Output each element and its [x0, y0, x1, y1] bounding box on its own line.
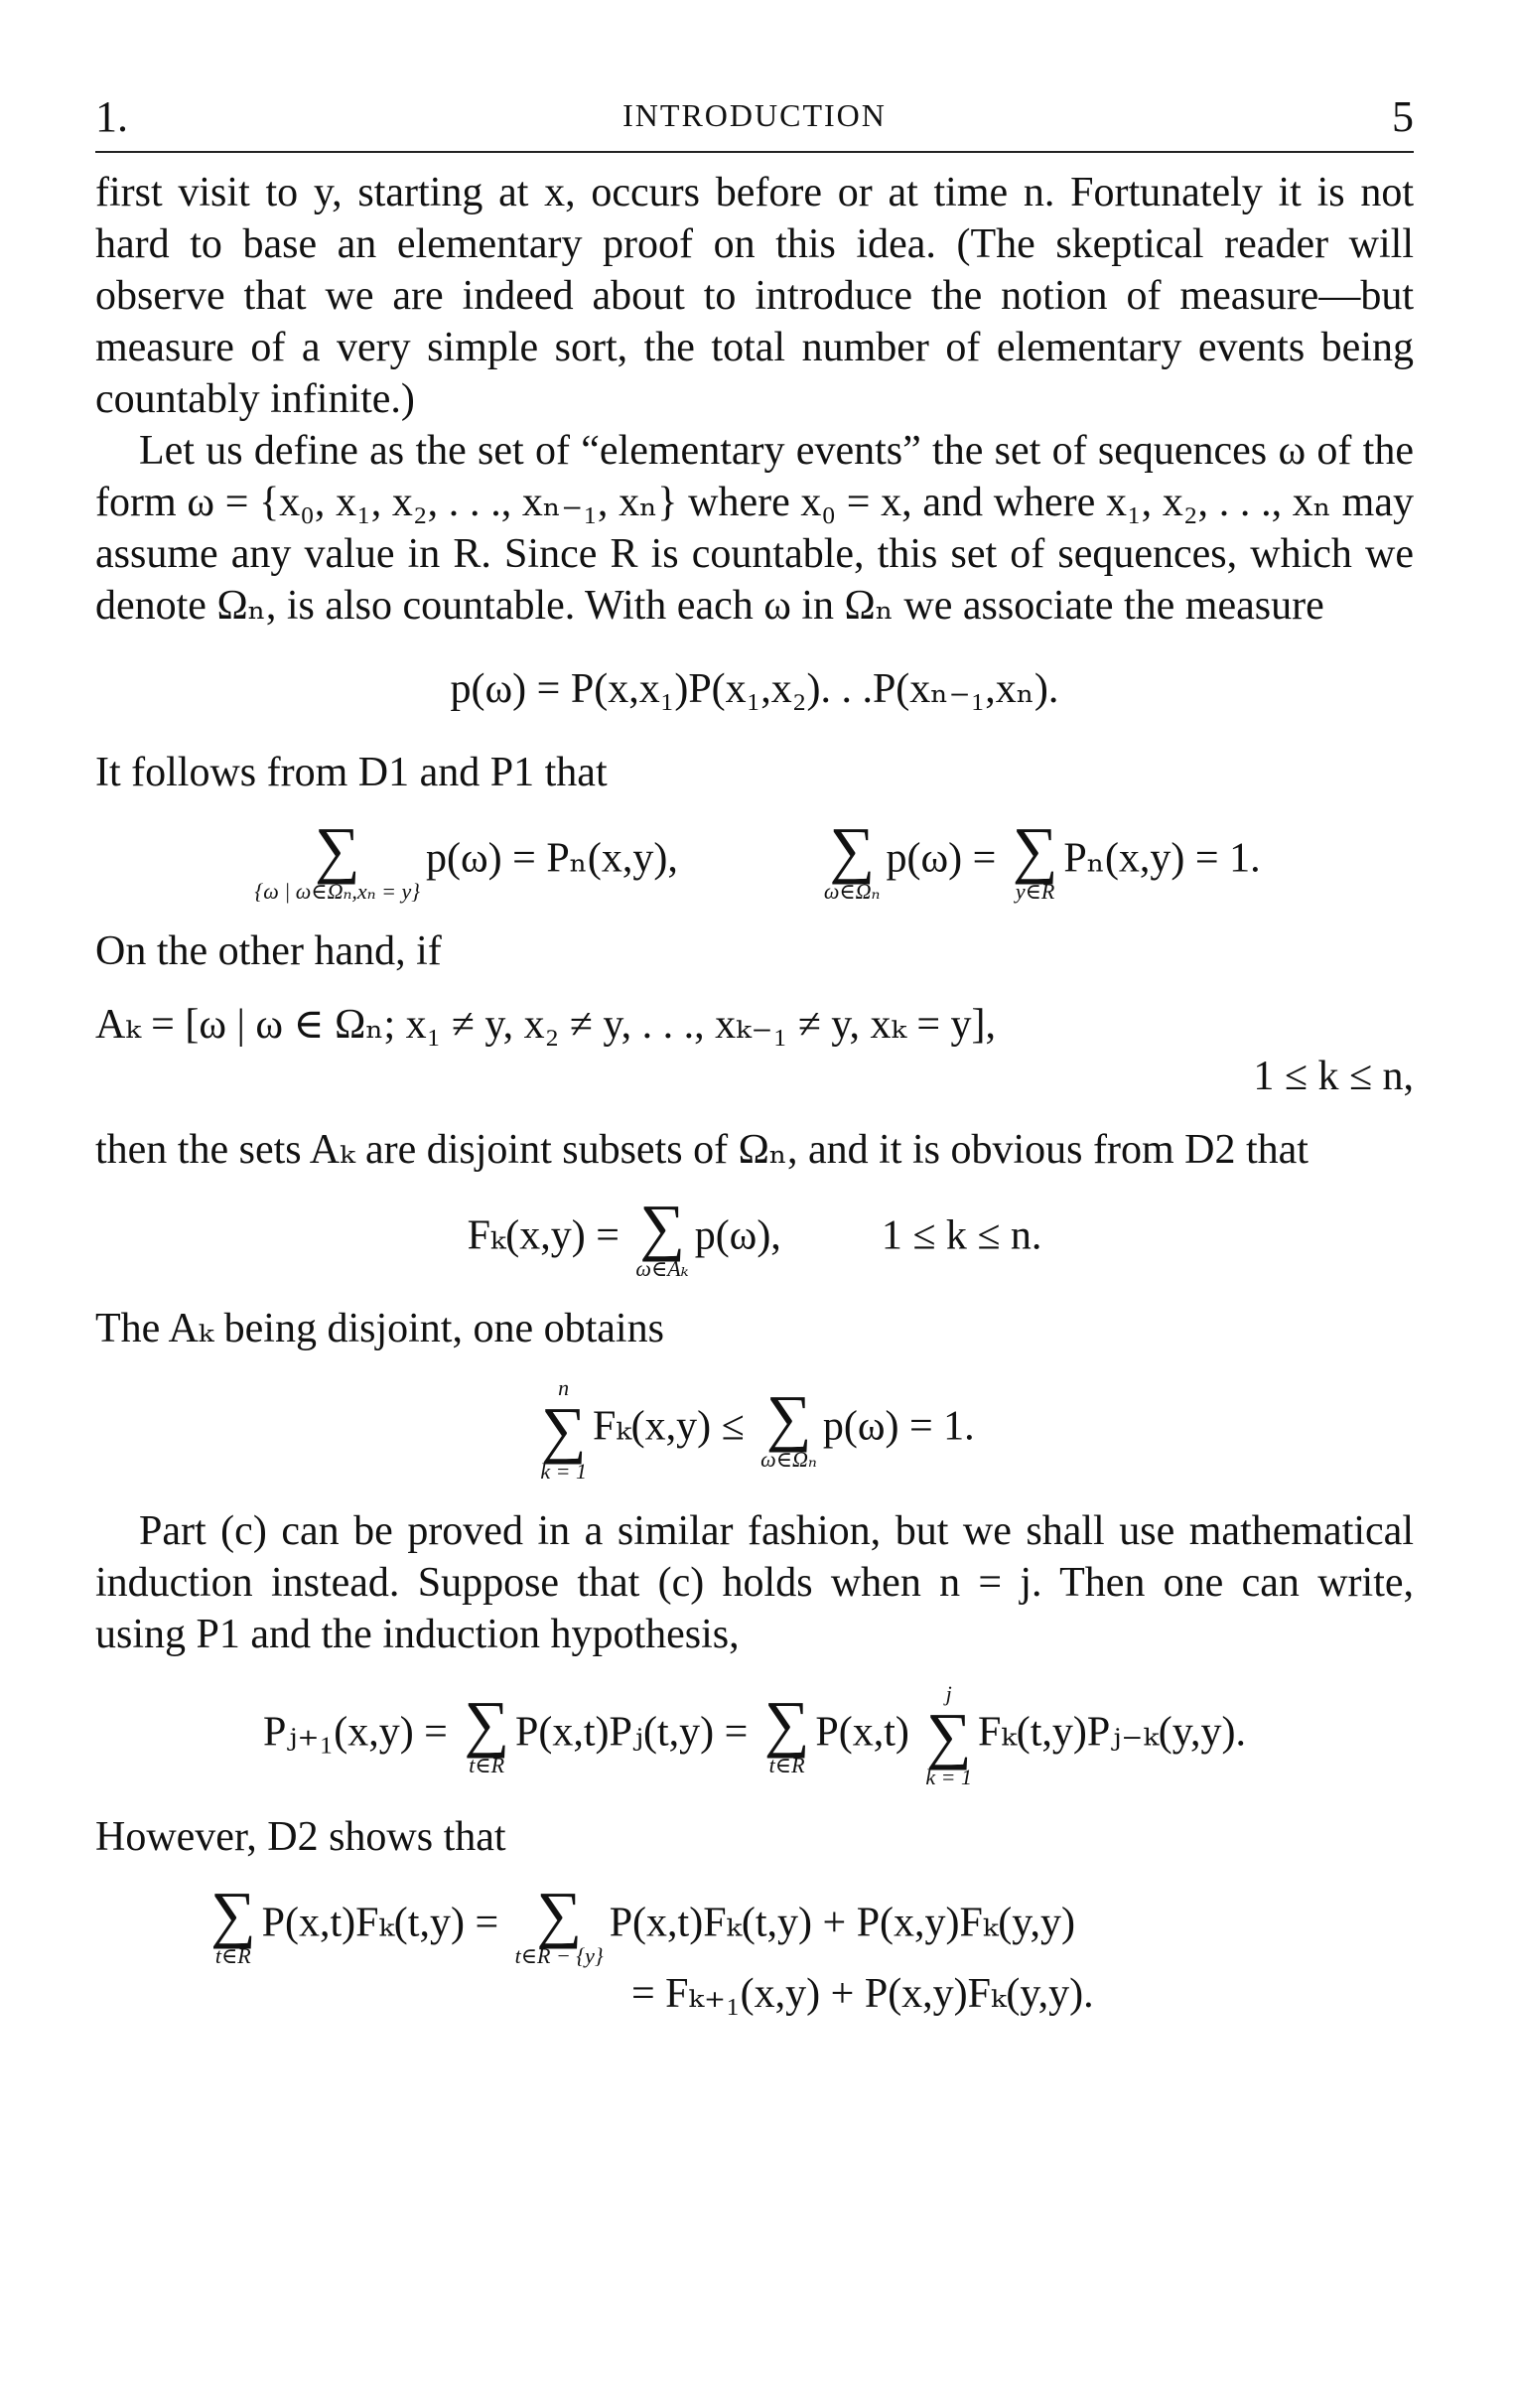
- sum-operator: ∑ t∈R: [210, 1879, 256, 1968]
- equation-d2: ∑ t∈R P(x,t)Fₖ(t,y) = ∑ t∈R − {y} P(x,t)Fₖ(t,y) + P(x,y)Fₖ(y,y): [210, 1879, 1075, 1968]
- sum-operator: ∑ t∈R: [763, 1688, 810, 1777]
- sum-operator: ∑ ω∈Ωₙ: [823, 814, 881, 904]
- equation-sum-measure: ∑ {ω | ω∈Ωₙ,xₙ = y} p(ω) = Pₙ(x,y), ∑ ω∈Ωₙ p(ω) = ∑ y∈R Pₙ(x,y) = 1.: [254, 814, 1261, 904]
- header-rule: [95, 151, 1414, 153]
- page-number: 5: [1392, 92, 1414, 141]
- equation-set-ak-range: 1 ≤ k ≤ n,: [1253, 1054, 1414, 1099]
- chapter-number: 1.: [95, 92, 128, 141]
- equation-fk: Fₖ(x,y) = ∑ ω∈Aₖ p(ω), 1 ≤ k ≤ n.: [467, 1192, 1042, 1281]
- page-body: [95, 167, 1414, 2020]
- paragraph-3: It follows from D1 and P1 that: [95, 750, 608, 795]
- sum-operator: j ∑ k = 1: [925, 1681, 973, 1789]
- equation-fk-sum: n ∑ k = 1 Fₖ(x,y) ≤ ∑ ω∈Ωₙ p(ω) = 1.: [540, 1375, 975, 1484]
- equation-induction: Pⱼ₊₁(x,y) = ∑ t∈R P(x,t)Pⱼ(t,y) = ∑ t∈R P(x,t) j ∑ k = 1 Fₖ(t,y)Pⱼ₋ₖ(y,y).: [262, 1681, 1247, 1789]
- equation-measure: p(ω) = P(x,x₁)P(x₁,x₂). . .P(xₙ₋₁,xₙ).: [450, 666, 1059, 712]
- running-title: INTRODUCTION: [622, 97, 887, 133]
- paragraph-1: first visit to y, starting at x, occurs before or at time n. Fortunately it is not hard to base an elementary proof on this idea. (The skeptical reader will observe that we are indeed about to introduce the notion of measure—but measure of a very simple sort, the total number of elementary events being countably infinite.): [95, 170, 1414, 422]
- equation-d2-line2: = Fₖ₊₁(x,y) + P(x,y)Fₖ(y,y).: [631, 1971, 1094, 2017]
- sum-operator: n ∑ k = 1: [540, 1375, 587, 1484]
- sum-operator: ∑ t∈R: [464, 1688, 509, 1777]
- paragraph-5: then the sets Aₖ are disjoint subsets of Ωₙ, and it is obvious from D2 that: [95, 1127, 1309, 1173]
- paragraph-6: The Aₖ being disjoint, one obtains: [95, 1306, 664, 1351]
- sum-operator: ∑ y∈R: [1012, 814, 1058, 904]
- paragraph-2: Let us define as the set of “elementary events” the set of sequences ω of the form ω = {x₀, x₁, x₂, . . ., xₙ₋₁, xₙ} where x₀ = x, and where x₁, x₂, . . ., xₙ may assume any value in R. Since R is countable, this set of sequences, which we denote Ωₙ, is also countable. With each ω in Ωₙ we associate the measure: [95, 428, 1414, 629]
- paragraph-7: Part (c) can be proved in a similar fashion, but we shall use mathematical induction instead. Suppose that (c) holds when n = j. Then one can write, using P1 and the induction hypothesis,: [95, 1508, 1414, 1657]
- sum-operator: ∑ t∈R − {y}: [514, 1879, 604, 1968]
- sum-operator: ∑ {ω | ω∈Ωₙ,xₙ = y}: [254, 814, 421, 904]
- equation-set-ak: Aₖ = [ω | ω ∈ Ωₙ; x₁ ≠ y, x₂ ≠ y, . . ., xₖ₋₁ ≠ y, xₖ = y],: [95, 1002, 997, 1048]
- sum-operator: ∑ ω∈Aₖ: [635, 1192, 689, 1281]
- sum-operator: ∑ ω∈Ωₙ: [760, 1382, 817, 1472]
- paragraph-8: However, D2 shows that: [95, 1814, 506, 1860]
- paragraph-4: On the other hand, if: [95, 928, 442, 974]
- running-header: [95, 91, 1414, 145]
